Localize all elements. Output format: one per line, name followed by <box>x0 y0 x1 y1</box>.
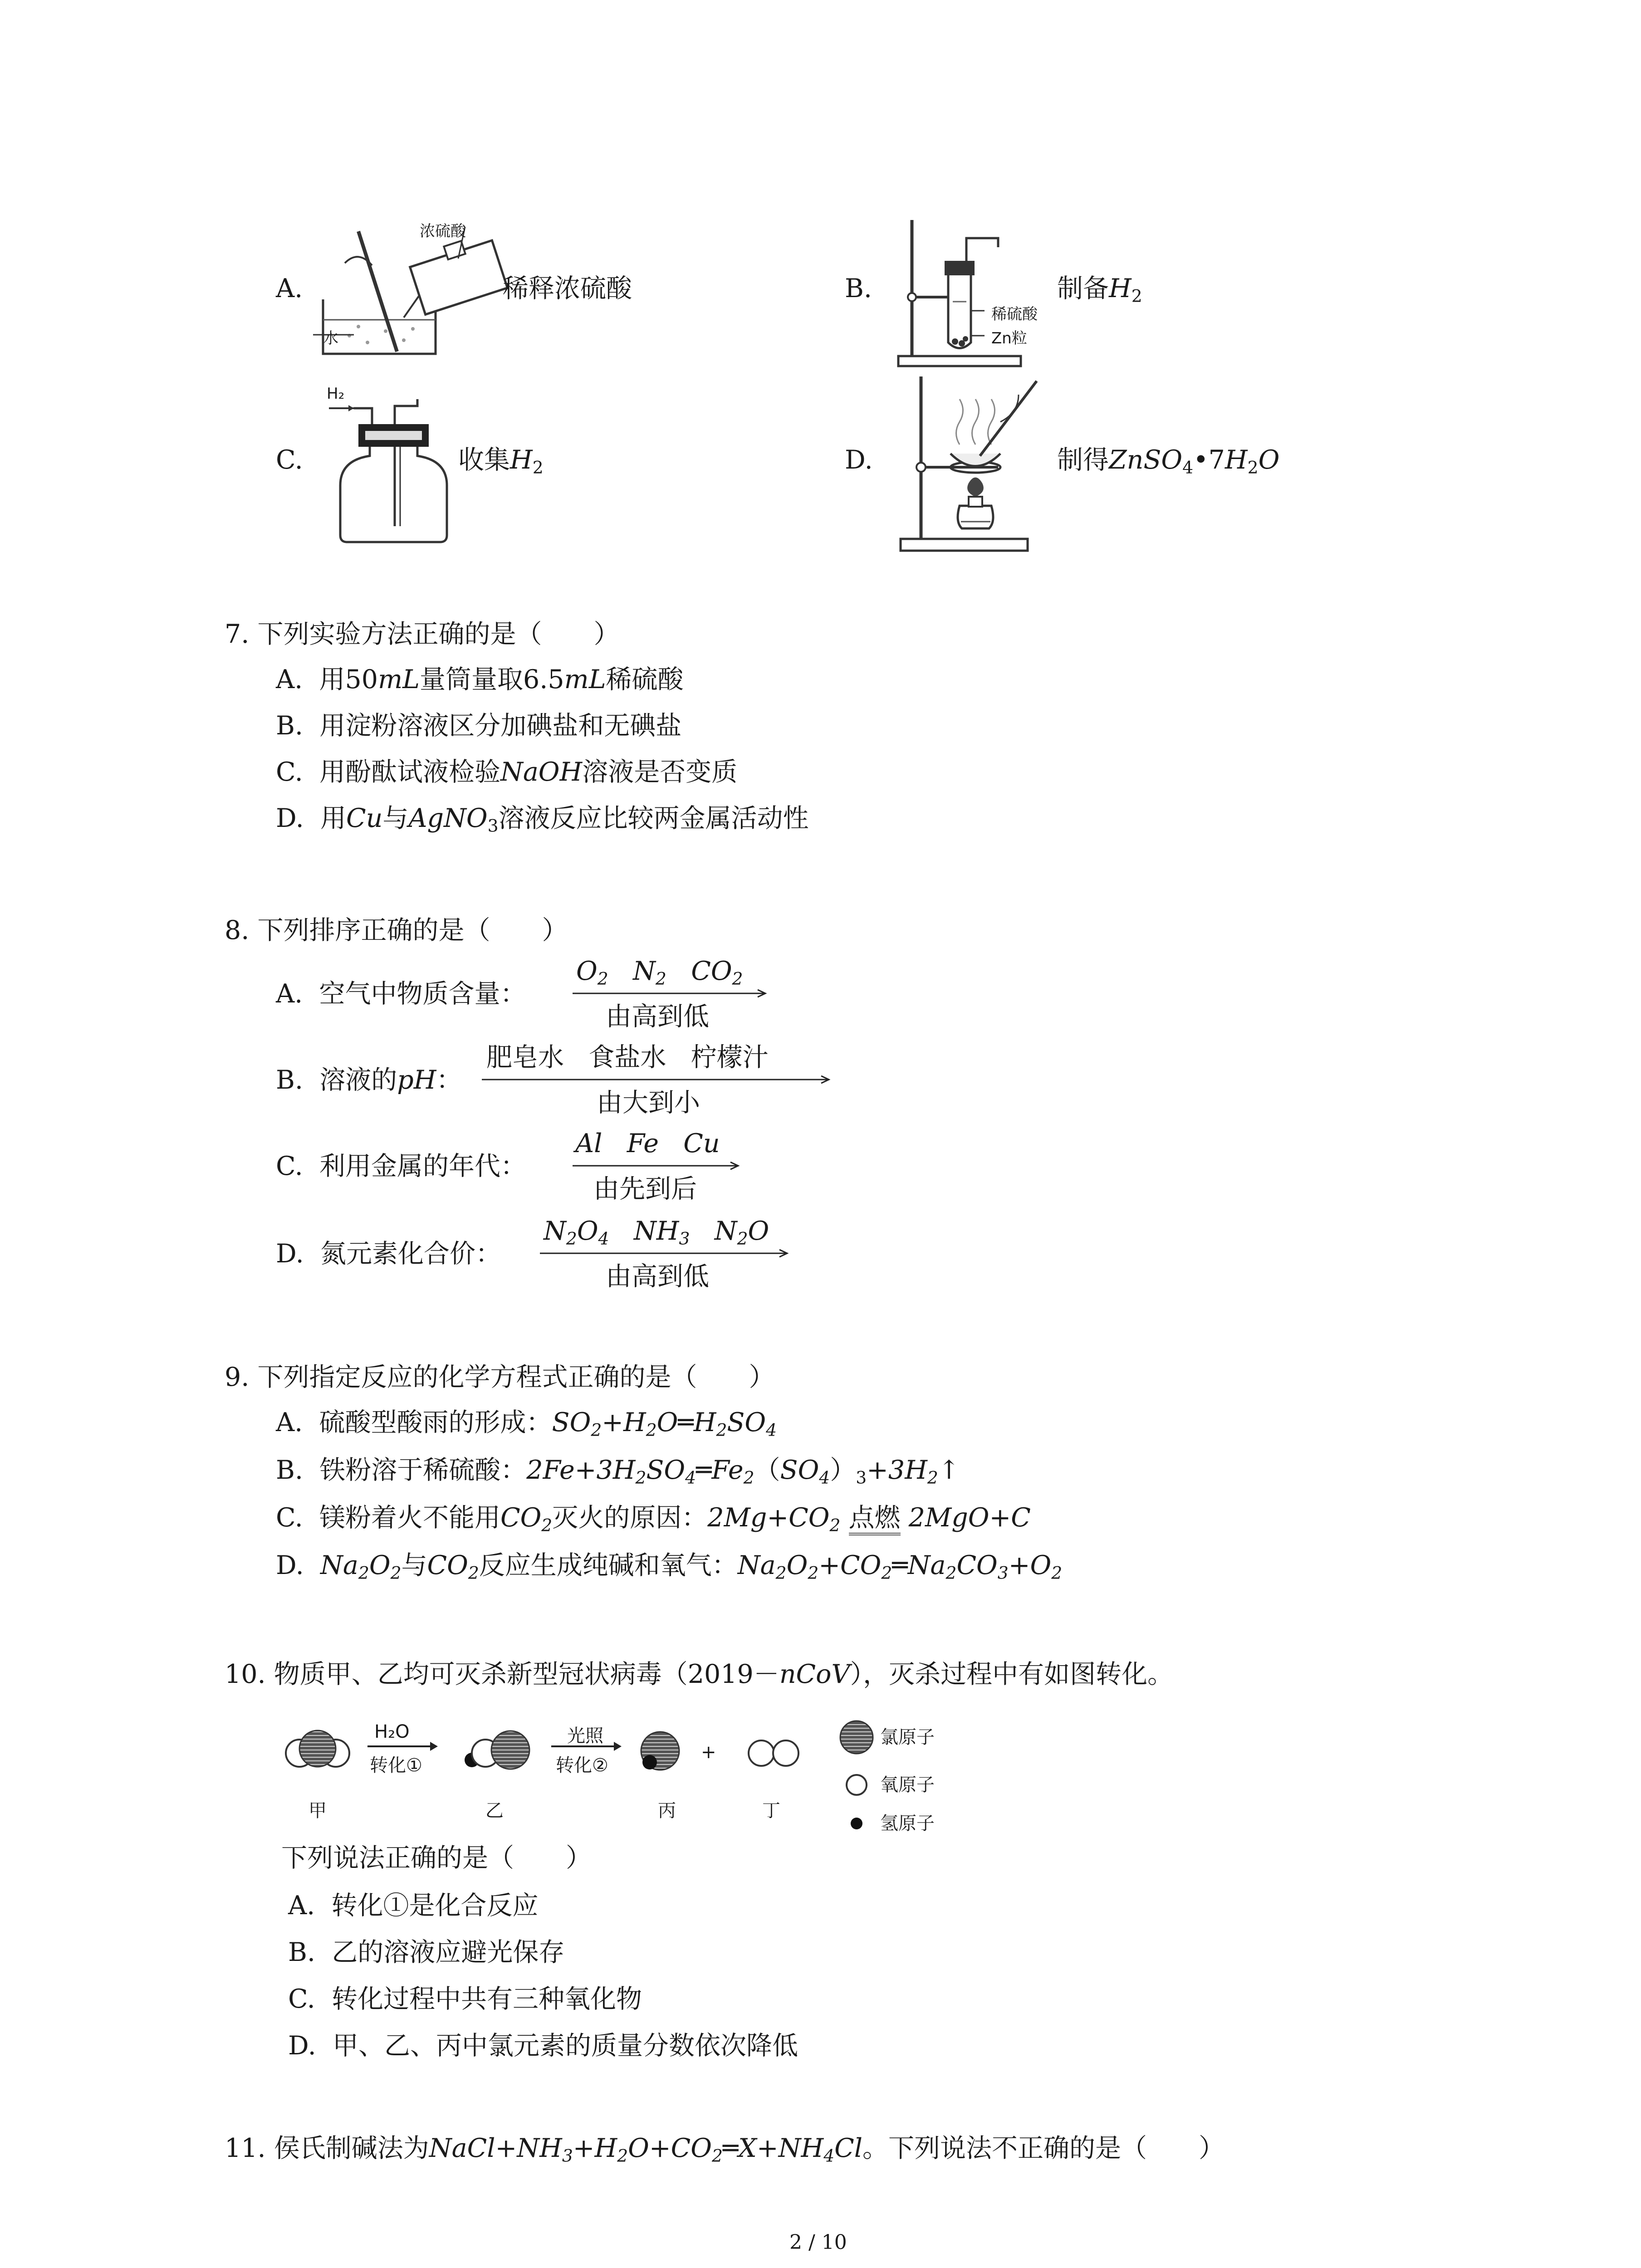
q10-arrow2-bottom: 转化② <box>556 1755 608 1776</box>
q6-option-d-label: 制得$ZnSO_4•7H_2O$ <box>1057 445 1280 478</box>
q10-arrow1-top: H₂O <box>374 1721 410 1742</box>
yi-chlorine <box>491 1731 529 1769</box>
q10-option-c: C. 转化过程中共有三种氧化物 <box>288 1984 642 2014</box>
q8-option-d-label: D. 氮元素化合价： <box>276 1239 502 1269</box>
q9-stem: 9. 下列指定反应的化学方程式正确的是（ ） <box>225 1362 775 1392</box>
ding-oxygen-right <box>773 1740 798 1766</box>
q6-d-evaporation-diagram <box>901 372 1046 553</box>
q6-option-c-label: 收集$H_2$ <box>458 445 544 478</box>
q6-option-b-letter: B. <box>845 274 872 303</box>
q8-d-arrow-top: $N_2O_4$ $NH_3$ $N_2O$ <box>544 1216 769 1249</box>
q8-c-arrow <box>573 1161 740 1170</box>
q8-b-arrow <box>482 1075 831 1084</box>
q6-a-dilute-acid-diagram <box>318 222 508 358</box>
q6-b-hydrogen-generator-diagram <box>894 220 1057 370</box>
q10-arrow1-bottom: 转化① <box>370 1755 422 1776</box>
q6-option-a-letter: A. <box>276 274 303 303</box>
q7-stem: 7. 下列实验方法正确的是（ ） <box>225 619 620 649</box>
q8-d-arrow-bottom: 由高到低 <box>606 1261 709 1291</box>
legend-oxygen-label: 氧原子 <box>880 1774 935 1795</box>
q6-a-acid-label: 浓硫酸 <box>420 222 466 240</box>
q6-option-d-letter: D. <box>845 445 873 475</box>
legend-oxygen-swatch <box>847 1775 867 1795</box>
q9-option-a: A. 硫酸型酸雨的形成：$SO_2+H_2O═H_2SO_4$ <box>276 1408 777 1440</box>
q8-a-arrow-top: $O_2$ $N_2$ $CO_2$ <box>576 956 743 989</box>
q10-arrow2-top: 光照 <box>567 1725 603 1746</box>
q11-stem: 11. 侯氏制碱法为$NaCl+NH_3+H_2O+CO_2═X+NH_4Cl$。下列说法不正确的是（ ） <box>225 2133 1225 2166</box>
q7-option-b: B. 用淀粉溶液区分加碘盐和无碘盐 <box>276 711 682 741</box>
q10-label-yi: 乙 <box>485 1800 504 1821</box>
legend-chlorine-swatch <box>840 1721 873 1754</box>
q8-d-arrow <box>540 1249 789 1258</box>
bing-hydrogen <box>642 1755 657 1769</box>
legend-hydrogen-swatch <box>851 1818 862 1829</box>
q10-label-jia: 甲 <box>309 1800 327 1821</box>
q7-option-c: C. 用酚酞试液检验NaOH溶液是否变质 <box>276 757 738 787</box>
q8-option-c-label: C. 利用金属的年代： <box>276 1151 526 1181</box>
q6-option-c-letter: C. <box>276 445 303 475</box>
q8-option-b-label: B. 溶液的pH： <box>276 1065 462 1095</box>
q8-c-arrow-top: Al Fe Cu <box>575 1129 720 1158</box>
q10-plus-sign: + <box>701 1742 716 1763</box>
q8-b-arrow-top: 肥皂水 食盐水 柠檬汁 <box>486 1042 769 1072</box>
q10-option-d: D. 甲、乙、丙中氯元素的质量分数依次降低 <box>288 2031 798 2061</box>
q9-option-d: D. $Na_2O_2$与$CO_2$反应生成纯碱和氧气：$Na_2O_2+CO_2═Na_2CO_3+O_2$ <box>276 1550 1063 1583</box>
q8-b-arrow-bottom: 由大到小 <box>597 1088 700 1118</box>
q9-option-c: C. 镁粉着火不能用$CO_2$灭火的原因：$2Mg+CO_2$ 点燃 2MgO+C <box>276 1503 1031 1535</box>
q6-a-water-label: 水 <box>323 329 338 347</box>
q6-c-h2-label: H₂ <box>327 385 345 403</box>
q8-stem: 8. 下列排序正确的是（ ） <box>225 915 568 945</box>
q6-b-acid-label: 稀硫酸 <box>991 305 1038 323</box>
q6-option-b-label: 制备$H_2$ <box>1057 274 1142 306</box>
q7-option-a: A. 用50mL量筒量取6.5mL稀硫酸 <box>276 665 684 694</box>
page-number: 2 / 10 <box>789 2231 847 2254</box>
legend-hydrogen-label: 氢原子 <box>880 1813 935 1834</box>
q10-stem: 10. 物质甲、乙均可灭杀新型冠状病毒（2019－nCoV），灭杀过程中有如图转化。 <box>225 1659 1174 1689</box>
q8-option-a-label: A. 空气中物质含量： <box>276 979 526 1009</box>
ding-oxygen-left <box>749 1740 774 1766</box>
q8-a-arrow <box>573 989 768 998</box>
legend-chlorine-label: 氯原子 <box>880 1727 935 1748</box>
q6-b-zn-label: Zn粒 <box>991 329 1027 347</box>
q6-option-a-label: 稀释浓硫酸 <box>503 274 632 303</box>
q10-label-bing: 丙 <box>658 1800 676 1821</box>
q8-a-arrow-bottom: 由高到低 <box>606 1002 709 1031</box>
q10-option-b: B. 乙的溶液应避光保存 <box>288 1937 565 1967</box>
jia-chlorine <box>299 1730 336 1767</box>
q10-label-ding: 丁 <box>762 1800 780 1821</box>
q6-c-gas-bottle-diagram <box>327 381 454 544</box>
q9-option-b: B. 铁粉溶于稀硫酸：$2Fe+3H_2SO_4═Fe_2(SO_4)_3+3H_2↑$ <box>276 1455 960 1488</box>
q10-sub-stem: 下列说法正确的是（ ） <box>281 1843 592 1873</box>
q7-option-d: D. 用Cu与AgNO$_3$溶液反应比较两金属活动性 <box>276 803 809 836</box>
q10-option-a: A. 转化①是化合反应 <box>288 1891 539 1921</box>
q8-c-arrow-bottom: 由先到后 <box>593 1174 697 1204</box>
